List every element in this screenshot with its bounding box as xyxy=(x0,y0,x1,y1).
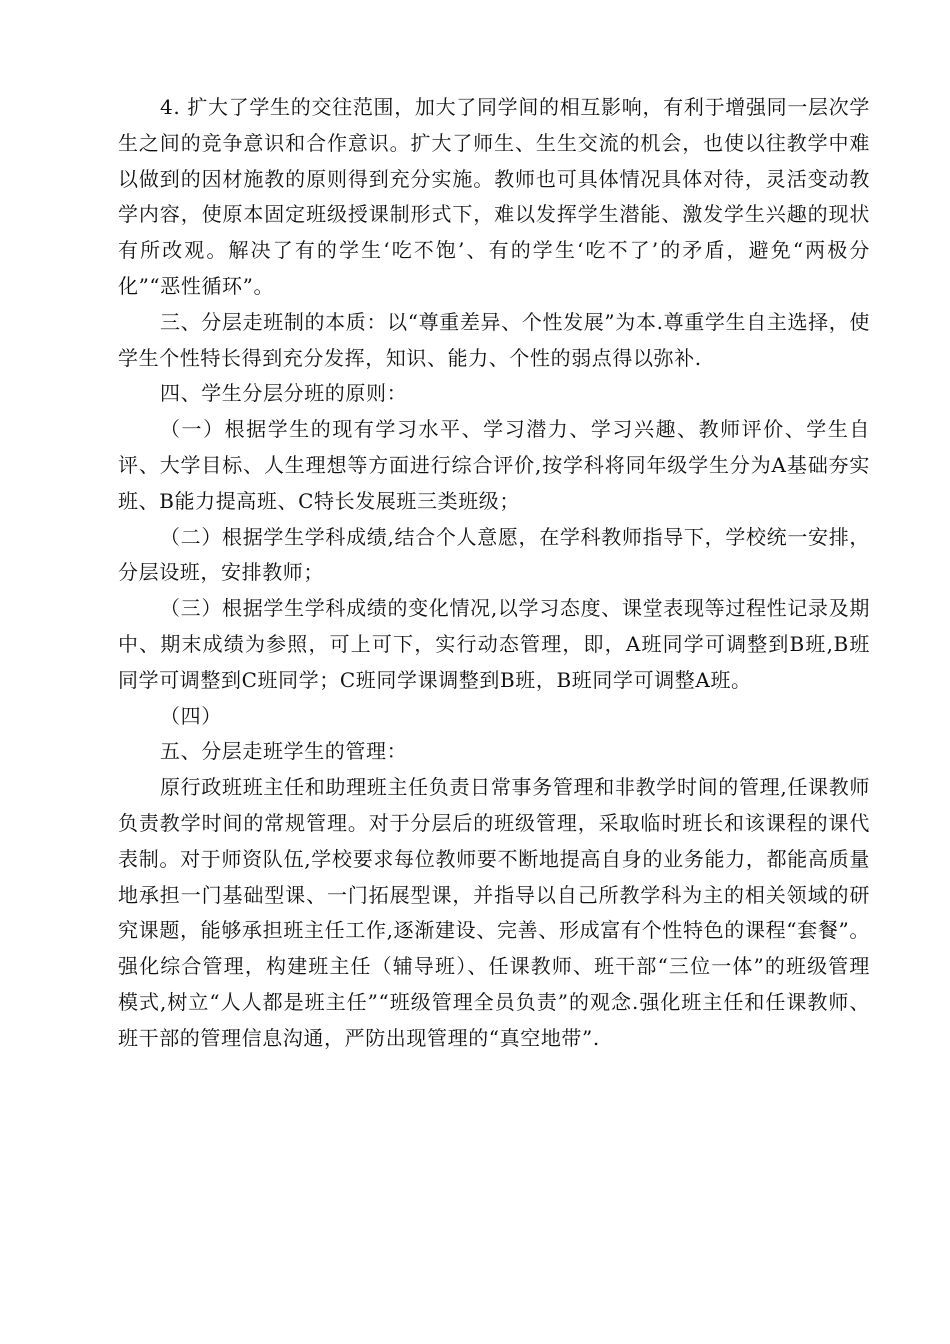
document-body xyxy=(118,90,870,1057)
paragraph-essence: 三、分层走班制的本质：以“尊重差异、个性发展”为本.尊重学生自主选择，使学生个性特长得到充分发挥，知识、能力、个性的弱点得以弥补. xyxy=(118,309,870,370)
paragraph-principle-2: （二）根据学生学科成绩,结合个人意愿，在学科教师指导下，学校统一安排，分层设班，安排教师； xyxy=(118,524,870,585)
paragraph-principle-3: （三）根据学生学科成绩的变化情况,以学习态度、课堂表现等过程性记录及期中、期末成绩为参照，可上可下，实行动态管理，即，A班同学可调整到B班,B班同学可调整到C班同学；C班同学课调整到B班，B班同学可调整A班。 xyxy=(118,596,870,692)
paragraph-principle-1: （一）根据学生的现有学习水平、学习潜力、学习兴趣、教师评价、学生自评、大学目标、人生理想等方面进行综合评价,按学科将同年级学生分为A基础夯实班、B能力提高班、C特长发展班三类班级； xyxy=(118,417,870,513)
paragraph-benefits: 4. 扩大了学生的交往范围，加大了同学间的相互影响，有利于增强同一层次学生之间的竞争意识和合作意识。扩大了师生、生生交流的机会，也使以往教学中难以做到的因材施教的原则得到充分实施。教师也可具体情况具体对待，灵活变动教学内容，使原本固定班级授课制形式下，难以发挥学生潜能、激发学生兴趣的现状有所改观。解决了有的学生‘吃不饱’、有的学生‘吃不了’的矛盾，避免“两极分化”“恶性循环”。 xyxy=(118,95,870,298)
paragraph-principles-heading: 四、学生分层分班的原则： xyxy=(160,381,408,406)
paragraph-principle-4: （四） xyxy=(160,703,222,728)
paragraph-management-heading: 五、分层走班学生的管理： xyxy=(160,739,408,764)
paragraph-management-body: 原行政班班主任和助理班主任负责日常事务管理和非教学时间的管理,任课教师负责教学时间的常规管理。对于分层后的班级管理，采取临时班长和该课程的课代表制。对于师资队伍,学校要求每位教师要不断地提高自身的业务能力，都能高质量地承担一门基础型课、一门拓展型课，并指导以自己所教学科为主的相关领域的研究课题，能够承担班主任工作,逐渐建设、完善、形成富有个性特色的课程“套餐”。强化综合管理，构建班主任（辅导班）、任课教师、班干部“三位一体”的班级管理模式,树立“人人都是班主任”“班级管理全员负责”的观念.强化班主任和任课教师、班干部的管理信息沟通，严防出现管理的“真空地带”. xyxy=(118,775,870,1050)
